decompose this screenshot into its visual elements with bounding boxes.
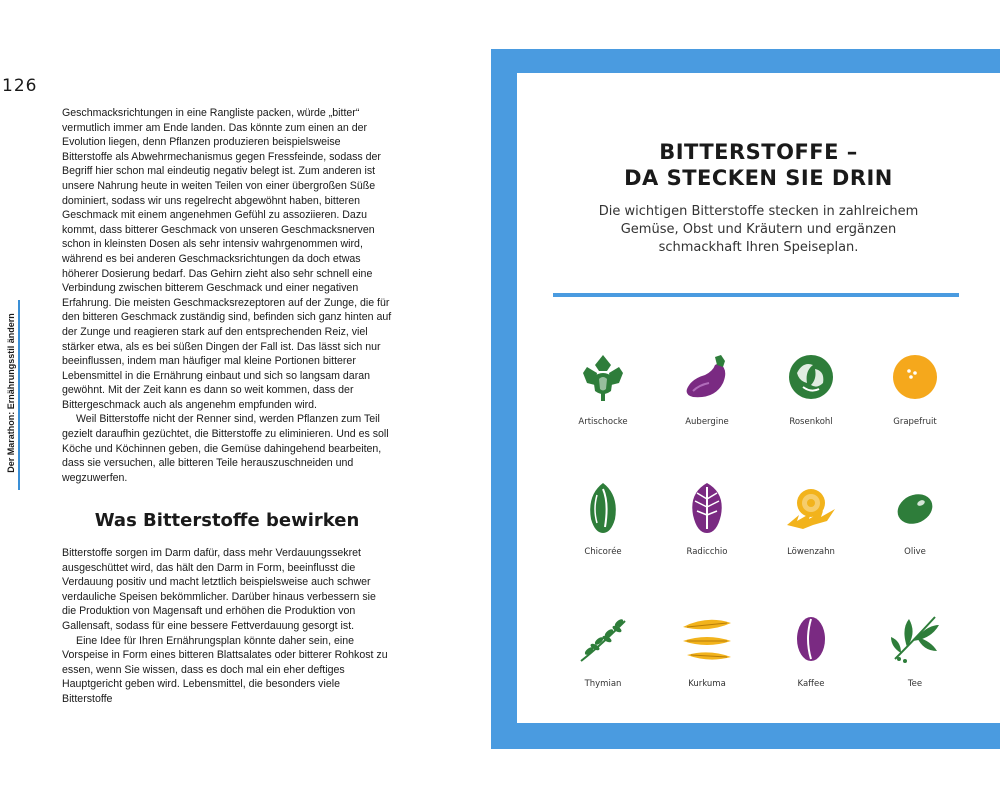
body-text-block — [62, 106, 392, 485]
running-head-rule — [18, 300, 20, 490]
food-label: Olive — [904, 547, 926, 557]
info-box-panel — [517, 73, 1000, 723]
turmeric-icon — [679, 611, 735, 667]
box-title — [517, 139, 1000, 191]
food-label: Tee — [907, 679, 923, 689]
body-text-block — [62, 546, 392, 707]
food-item-coffee — [761, 585, 861, 705]
food-item-brussels-sprout — [761, 323, 861, 443]
eggplant-icon — [679, 349, 735, 405]
food-item-artichoke — [553, 323, 653, 443]
paragraph: Weil Bitterstoffe nicht der Renner sind, werden Pflanzen zum Teil gezielt daraufhin gezüchtet, die Bitterstoffe zu eliminieren. Und es soll Köche und Köchinnen geben, die Gemüse dahingehend bearbeiten, dass sie versuchen, alle bitteren Teile herauszuschneiden und wegzuwerfen. — [62, 413, 389, 484]
radicchio-icon — [679, 479, 735, 535]
dandelion-icon — [783, 479, 839, 535]
food-label: Rosenkohl — [789, 417, 833, 427]
food-item-grapefruit — [865, 323, 965, 443]
food-label: Aubergine — [685, 417, 729, 427]
paragraph: Eine Idee für Ihren Ernährungsplan könnte daher sein, eine Vorspeise in Form eines bitteren Blattsalates oder bitterer Rohkost zu essen, wenn Sie wissen, dass es doch mal ein eher deftiges Hauptgericht geben wird. Lebensmittel, die besonders viele Bitterstoffe — [62, 634, 388, 705]
food-item-olive — [865, 453, 965, 573]
brussels-sprout-icon — [783, 349, 839, 405]
olive-icon — [887, 479, 943, 535]
food-label: Löwenzahn — [787, 547, 835, 557]
grapefruit-icon — [887, 349, 943, 405]
box-title-line: BITTERSTOFFE – — [659, 140, 858, 164]
paragraph: Bitterstoffe sorgen im Darm dafür, dass mehr Verdauungssekret ausgeschüttet wird, das hält den Darm in Form, beeinflusst die Verdauung positiv und macht letztlich beispielsweise auch schwer verdauliche Speisen bekömmlicher. Darüber hinaus verbessern sie die Produktion von Magensaft und erhöhen die Produktion von Gallensaft, sodass für eine bessere Fettverdauung gesorgt ist. — [62, 547, 376, 632]
page-number: 126 — [2, 76, 38, 96]
box-divider — [553, 293, 959, 297]
section-heading: Was Bitterstoffe bewirken — [94, 510, 360, 531]
food-label: Artischocke — [578, 417, 628, 427]
food-label: Thymian — [584, 679, 622, 689]
box-subtitle: Die wichtigen Bitterstoffe stecken in zahlreichem Gemüse, Obst und Kräutern und ergänzen schmackhaft Ihren Speiseplan. — [598, 204, 919, 255]
food-item-eggplant — [657, 323, 757, 443]
running-head-text: Der Marathon: Ernährungsstil ändern — [6, 313, 16, 473]
food-item-tea — [865, 585, 965, 705]
chicory-icon — [575, 479, 631, 535]
food-item-thyme — [553, 585, 653, 705]
food-label: Chicorée — [584, 547, 622, 557]
running-head — [0, 300, 14, 490]
food-item-radicchio — [657, 453, 757, 573]
food-item-dandelion — [761, 453, 861, 573]
paragraph: Geschmacksrichtungen in eine Rangliste packen, würde „bitter“ vermutlich immer am Ende landen. Das könnte zum einen an der Evolution liegen, denn Pflanzen produzieren beispielsweise Bitterstoffe als Abwehrmechanismus gegen Fressfeinde, sodass der Begriff hier schon mal eindeutig negativ belegt ist. Zum anderen ist unsere Nahrung heute in weiten Teilen von einer übergroßen Süße dominiert, sodass wir uns regelrecht abgewöhnt haben, bitteren Geschmack mit einem angenehmen Gefühl zu assoziieren. Dazu kommt, dass bitterer Geschmack von unseren Geschmacksnerven schon in kleinsten Dosen als sehr intensiv wahrgenommen wird, während es bei anderen Geschmacksrichtungen da doch etwas höherer Dosierung bedarf. Das Gehirn zieht also sehr schnell eine Verbindung zwischen bitterem Geschmack und einer negativen Erfahrung. Die meisten Geschmacksrezeptoren auf der Zunge, die für den bitteren Geschmack zuständig sind, befinden sich ganz hinten auf der Zunge und reagieren stark auf den entsprechenden Reiz, viel stärker etwa, als es bei süßen Dingen der Fall ist. Das lässt sich nur beeinflussen, indem man häufiger mal kleine Portionen bitterer Lebensmittel in die Ernährung einbaut und sich so langsam daran gewöhnt. Mit der Zeit kann es dann so weit kommen, dass der Bittergeschmack auch als angenehm empfunden wird. — [62, 107, 392, 411]
info-box — [491, 49, 1000, 749]
tea-leaf-icon — [887, 611, 943, 667]
box-title-line: DA STECKEN SIE DRIN — [624, 166, 893, 190]
food-item-chicory — [553, 453, 653, 573]
food-label: Radicchio — [686, 547, 728, 557]
food-label: Kaffee — [797, 679, 825, 689]
food-label: Grapefruit — [893, 417, 937, 427]
food-item-turmeric — [657, 585, 757, 705]
thyme-icon — [575, 611, 631, 667]
food-label: Kurkuma — [688, 679, 726, 689]
food-grid — [553, 323, 963, 703]
artichoke-icon — [575, 349, 631, 405]
coffee-bean-icon — [783, 611, 839, 667]
